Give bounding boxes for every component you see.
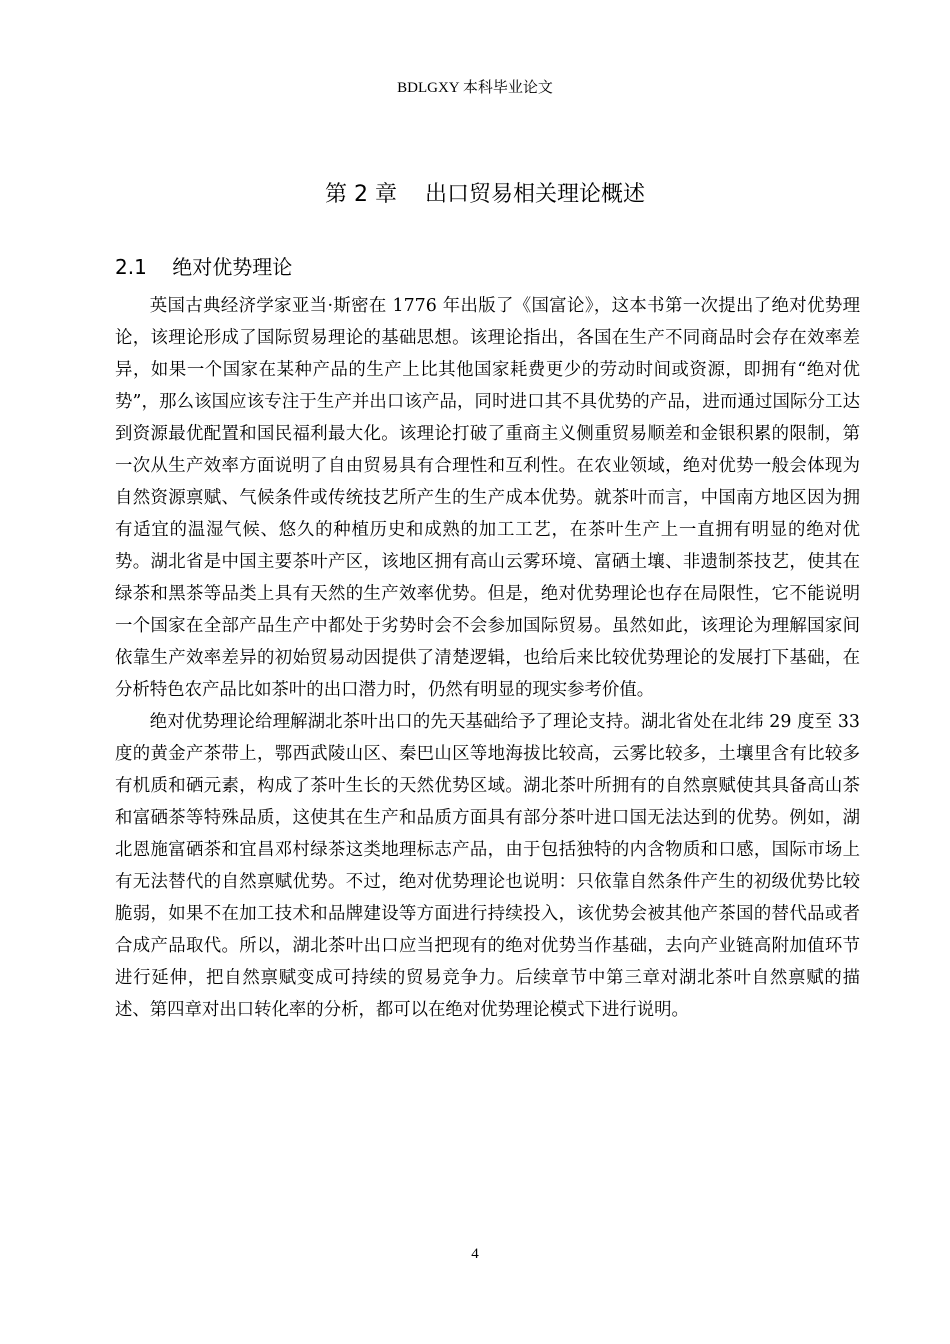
running-header: BDLGXY 本科毕业论文 xyxy=(397,80,553,96)
chapter-title: 第 2 章 出口贸易相关理论概述 xyxy=(325,182,645,207)
section-heading: 2.1 绝对优势理论 xyxy=(115,255,293,279)
body-text xyxy=(115,290,860,1026)
paragraph-2: 绝对优势理论给理解湖北茶叶出口的先天基础给予了理论支持。湖北省处在北纬 29 度至 33 度的黄金产茶带上，鄂西武陵山区、秦巴山区等地海拔比较高，云雾比较多，土壤里含有比较多有机质和硒元素，构成了茶叶生长的天然优势区域。湖北茶叶所拥有的自然禀赋使其具备高山茶和富硒茶等特殊品质，这使其在生产和品质方面具有部分茶叶进口国无法达到的优势。例如，湖北恩施富硒茶和宜昌邓村绿茶这类地理标志产品，由于包括独特的内含物质和口感，国际市场上有无法替代的自然禀赋优势。不过，绝对优势理论也说明：只依靠自然条件产生的初级优势比较脆弱，如果不在加工技术和品牌建设等方面进行持续投入，该优势会被其他产茶国的替代品或者合成产品取代。所以，湖北茶叶出口应当把现有的绝对优势当作基础，去向产业链高附加值环节进行延伸，把自然禀赋变成可持续的贸易竞争力。后续章节中第三章对湖北茶叶自然禀赋的描述、第四章对出口转化率的分析，都可以在绝对优势理论模式下进行说明。 xyxy=(115,712,860,1020)
paragraph-1: 英国古典经济学家亚当·斯密在 1776 年出版了《国富论》，这本书第一次提出了绝对优势理论，该理论形成了国际贸易理论的基础思想。该理论指出，各国在生产不同商品时会存在效率差异，如果一个国家在某种产品的生产上比其他国家耗费更少的劳动时间或资源，即拥有“绝对优势”，那么该国应该专注于生产并出口该产品，同时进口其不具优势的产品，进而通过国际分工达到资源最优配置和国民福利最大化。该理论打破了重商主义侧重贸易顺差和金银积累的限制，第一次从生产效率方面说明了自由贸易具有合理性和互利性。在农业领域，绝对优势一般会体现为自然资源禀赋、气候条件或传统技艺所产生的生产成本优势。就茶叶而言，中国南方地区因为拥有适宜的温湿气候、悠久的种植历史和成熟的加工工艺，在茶叶生产上一直拥有明显的绝对优势。湖北省是中国主要茶叶产区，该地区拥有高山云雾环境、富硒土壤、非遗制茶技艺，使其在绿茶和黑茶等品类上具有天然的生产效率优势。但是，绝对优势理论也存在局限性，它不能说明一个国家在全部产品生产中都处于劣势时会不会参加国际贸易。虽然如此，该理论为理解国家间依靠生产效率差异的初始贸易动因提供了清楚逻辑，也给后来比较优势理论的发展打下基础，在分析特色农产品比如茶叶的出口潜力时，仍然有明显的现实参考价值。 xyxy=(115,296,860,700)
page-number: 4 xyxy=(471,1246,479,1262)
